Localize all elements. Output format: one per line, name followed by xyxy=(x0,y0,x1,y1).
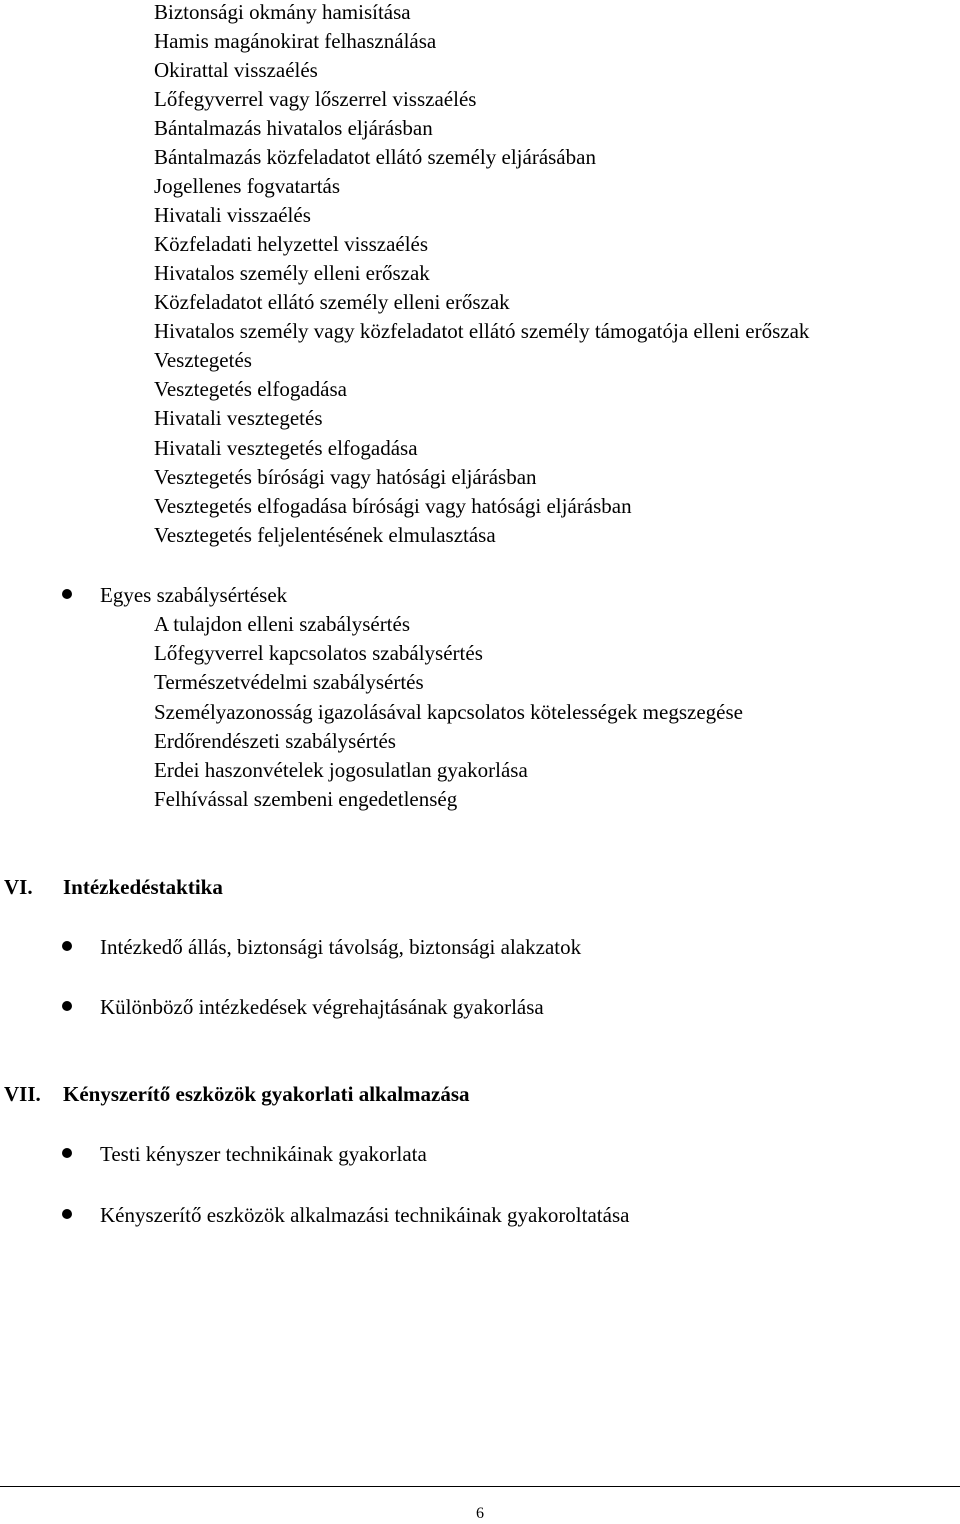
bullet-item: Különböző intézkedések végrehajtásának gyakorlása xyxy=(100,995,544,1019)
misdemeanor-item: Erdei haszonvételek jogosulatlan gyakorlása xyxy=(154,758,528,782)
crime-item: Vesztegetés xyxy=(154,348,252,372)
bullet-icon xyxy=(62,1001,72,1011)
crime-item: Bántalmazás közfeladatot ellátó személy eljárásában xyxy=(154,145,596,169)
misdemeanor-item: Személyazonosság igazolásával kapcsolatos kötelességek megszegése xyxy=(154,700,743,724)
crime-item: Biztonsági okmány hamisítása xyxy=(154,0,411,24)
crime-item: Vesztegetés bírósági vagy hatósági eljárásban xyxy=(154,465,537,489)
misdemeanor-item: Lőfegyverrel kapcsolatos szabálysértés xyxy=(154,641,483,665)
bullet-icon xyxy=(62,1209,72,1219)
crime-item: Jogellenes fogvatartás xyxy=(154,174,341,198)
bullet-icon xyxy=(62,941,72,951)
crime-item: Vesztegetés elfogadása xyxy=(154,377,347,401)
bullet-icon xyxy=(62,1148,72,1158)
crime-item: Közfeladatot ellátó személy elleni erőszak xyxy=(154,290,510,314)
footer-divider xyxy=(0,1486,960,1487)
crime-item: Vesztegetés feljelentésének elmulasztása xyxy=(154,523,496,547)
crime-item: Bántalmazás hivatalos eljárásban xyxy=(154,116,433,140)
misdemeanor-item: Felhívással szembeni engedetlenség xyxy=(154,787,458,811)
crime-item: Hivatali vesztegetés elfogadása xyxy=(154,436,418,460)
misdemeanor-item: A tulajdon elleni szabálysértés xyxy=(154,612,411,636)
misdemeanors-heading: Egyes szabálysértések xyxy=(100,583,288,607)
section-title: Kényszerítő eszközök gyakorlati alkalmazása xyxy=(63,1082,470,1106)
crime-item: Hivatali vesztegetés xyxy=(154,406,323,430)
page-number: 6 xyxy=(476,1505,484,1522)
crime-item: Lőfegyverrel vagy lőszerrel visszaélés xyxy=(154,87,477,111)
section-number: VI. xyxy=(4,875,33,899)
crime-item: Vesztegetés elfogadása bírósági vagy hatósági eljárásban xyxy=(154,494,632,518)
crime-item: Közfeladati helyzettel visszaélés xyxy=(154,232,429,256)
crime-item: Hivatalos személy vagy közfeladatot ellátó személy támogatója elleni erőszak xyxy=(154,319,810,343)
bullet-item: Testi kényszer technikáinak gyakorlata xyxy=(100,1142,427,1166)
crime-item: Hivatalos személy elleni erőszak xyxy=(154,261,430,285)
bullet-icon xyxy=(62,589,72,599)
crime-item: Hivatali visszaélés xyxy=(154,203,311,227)
section-title: Intézkedéstaktika xyxy=(63,875,223,899)
section-number: VII. xyxy=(4,1082,41,1106)
bullet-item: Intézkedő állás, biztonsági távolság, biztonsági alakzatok xyxy=(100,935,582,959)
misdemeanor-item: Természetvédelmi szabálysértés xyxy=(154,670,424,694)
crime-item: Hamis magánokirat felhasználása xyxy=(154,29,437,53)
misdemeanor-item: Erdőrendészeti szabálysértés xyxy=(154,729,396,753)
crime-item: Okirattal visszaélés xyxy=(154,58,318,82)
bullet-item: Kényszerítő eszközök alkalmazási technikáinak gyakoroltatása xyxy=(100,1203,630,1227)
